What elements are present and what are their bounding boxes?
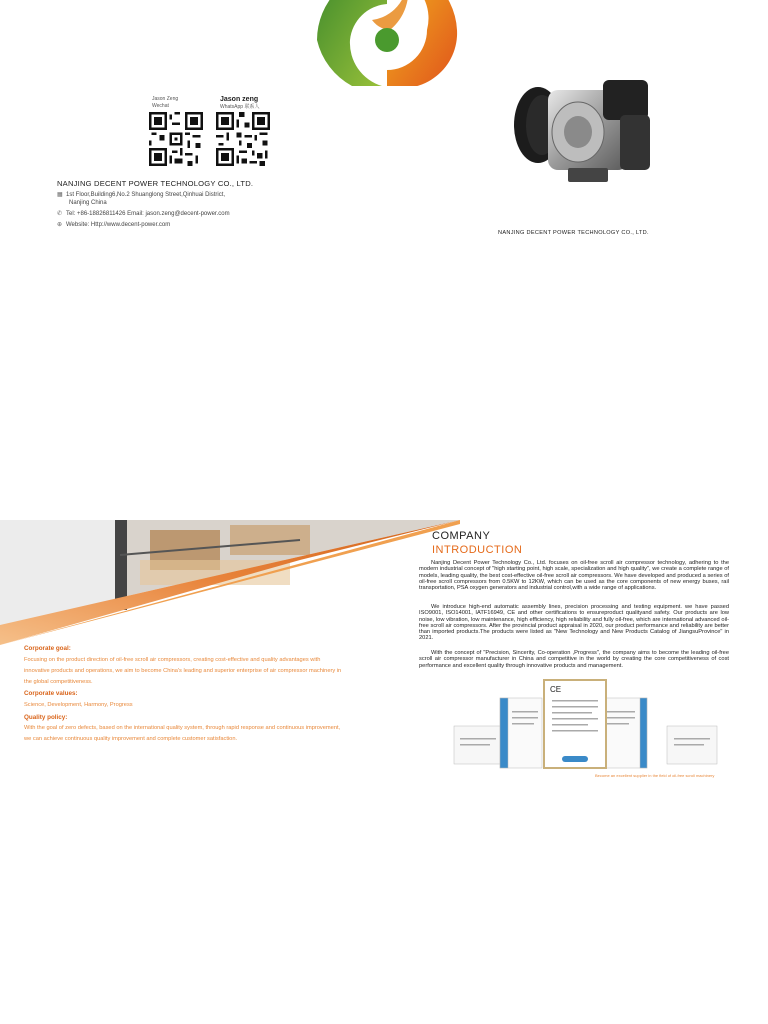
address-line-2: Nanjing China	[69, 200, 107, 206]
company-logo	[312, 0, 462, 86]
company-name-right: NANJING DECENT POWER TECHNOLOGY CO., LTD.	[498, 230, 649, 236]
phone-icon: ✆	[57, 211, 63, 217]
intro-paragraph-2: We introduce high-end automatic assembly lines, precision processing and testing equipment. we have passed ISO9001, ISO14001, IATF16949, CE and other certifications to ensureproduct qualityand safety. Our products are low noise, low vibration, low maintenance, high efficiency, high reliability and fully oil-free, which are international advanced oil-free scroll air compressors. After the provincial product appraisal in 2020, our product performance and reliability are better than imported products.The products were listed as "New Technology and New Products Catalog of JiangsuProvince" in 2021.	[419, 604, 729, 642]
intro-title-company: COMPANY	[432, 530, 491, 542]
intro-title-introduction: INTRODUCTION	[432, 544, 523, 556]
company-name: NANJING DECENT POWER TECHNOLOGY CO., LTD.	[57, 179, 254, 188]
factory-photo-banner	[0, 520, 460, 645]
qr-whatsapp-label: WhatsApp 联系人	[220, 104, 260, 110]
values-title: Corporate values:	[24, 690, 78, 697]
qr-wechat-label: Wechat	[152, 103, 169, 109]
ce-mark-icon: CE	[550, 685, 562, 694]
wechat-qr-code	[149, 112, 203, 166]
policy-text: With the goal of zero defects, based on the international quality system, through rapid response and continuous improvement, we can achieve continuous quality improvement and complete customer satisfaction.	[24, 725, 341, 742]
qr-whatsapp-name: Jason zeng	[220, 96, 259, 103]
address-line: ▦ 1st Floor,Building6,No.2 Shuanglong Street,Qinhuai District,	[57, 192, 226, 198]
globe-icon: ⊕	[57, 222, 63, 228]
website-line: ⊕ Website: Http://www.decent-power.com	[57, 222, 171, 228]
intro-paragraph-3: With the concept of "Precision, Sincerity, Co-operation ,Progress", the company aims to become the leading oil-free scroll air compressor manufacturer in China and competitive in the world by creating the core competitiveness of cost performance and excellent quality through innovative products and management.	[419, 650, 729, 669]
compressor-product-image	[508, 70, 658, 188]
intro-paragraph-1: Nanjing Decent Power Technology Co., Ltd. focuses on oil-free scroll air compressor technology, adhering to the modern industrial concept of "high starting point, high scale, specialization and high quality", we create a complete range of models, leading quality, the best cost-effective oil-free scroll air compressors. We have developed and produced a series of oil-free scroll compressors from 0.5KW to 12KW, which can be used as the core components of new energy buses, rail transportation, PSA oxygen generators and industrial control,with a wide range of applications.	[419, 560, 729, 592]
building-icon: ▦	[57, 192, 63, 198]
certificates-caption: Become an excellent supplier in the field of oil-free scroll machinery	[595, 773, 715, 778]
qr-wechat-name: Jason Zeng	[152, 96, 179, 102]
certificates-image	[452, 676, 722, 772]
policy-title: Quality policy:	[24, 714, 68, 721]
whatsapp-qr-code	[216, 112, 270, 166]
contact-line: ✆ Tel: +86-18826811426 Email: jason.zeng@decent-power.com	[57, 211, 230, 217]
goal-text: Focusing on the product direction of oil-free scroll air compressors, creating cost-effective and quality advantages with innovative products and operations, we aim to become China's leading and superior enterprise of air compressor machinery in the global competitiveness.	[24, 657, 342, 685]
values-text: Science, Development, Harmony, Progress	[24, 702, 133, 708]
goal-title: Corporate goal:	[24, 645, 71, 652]
